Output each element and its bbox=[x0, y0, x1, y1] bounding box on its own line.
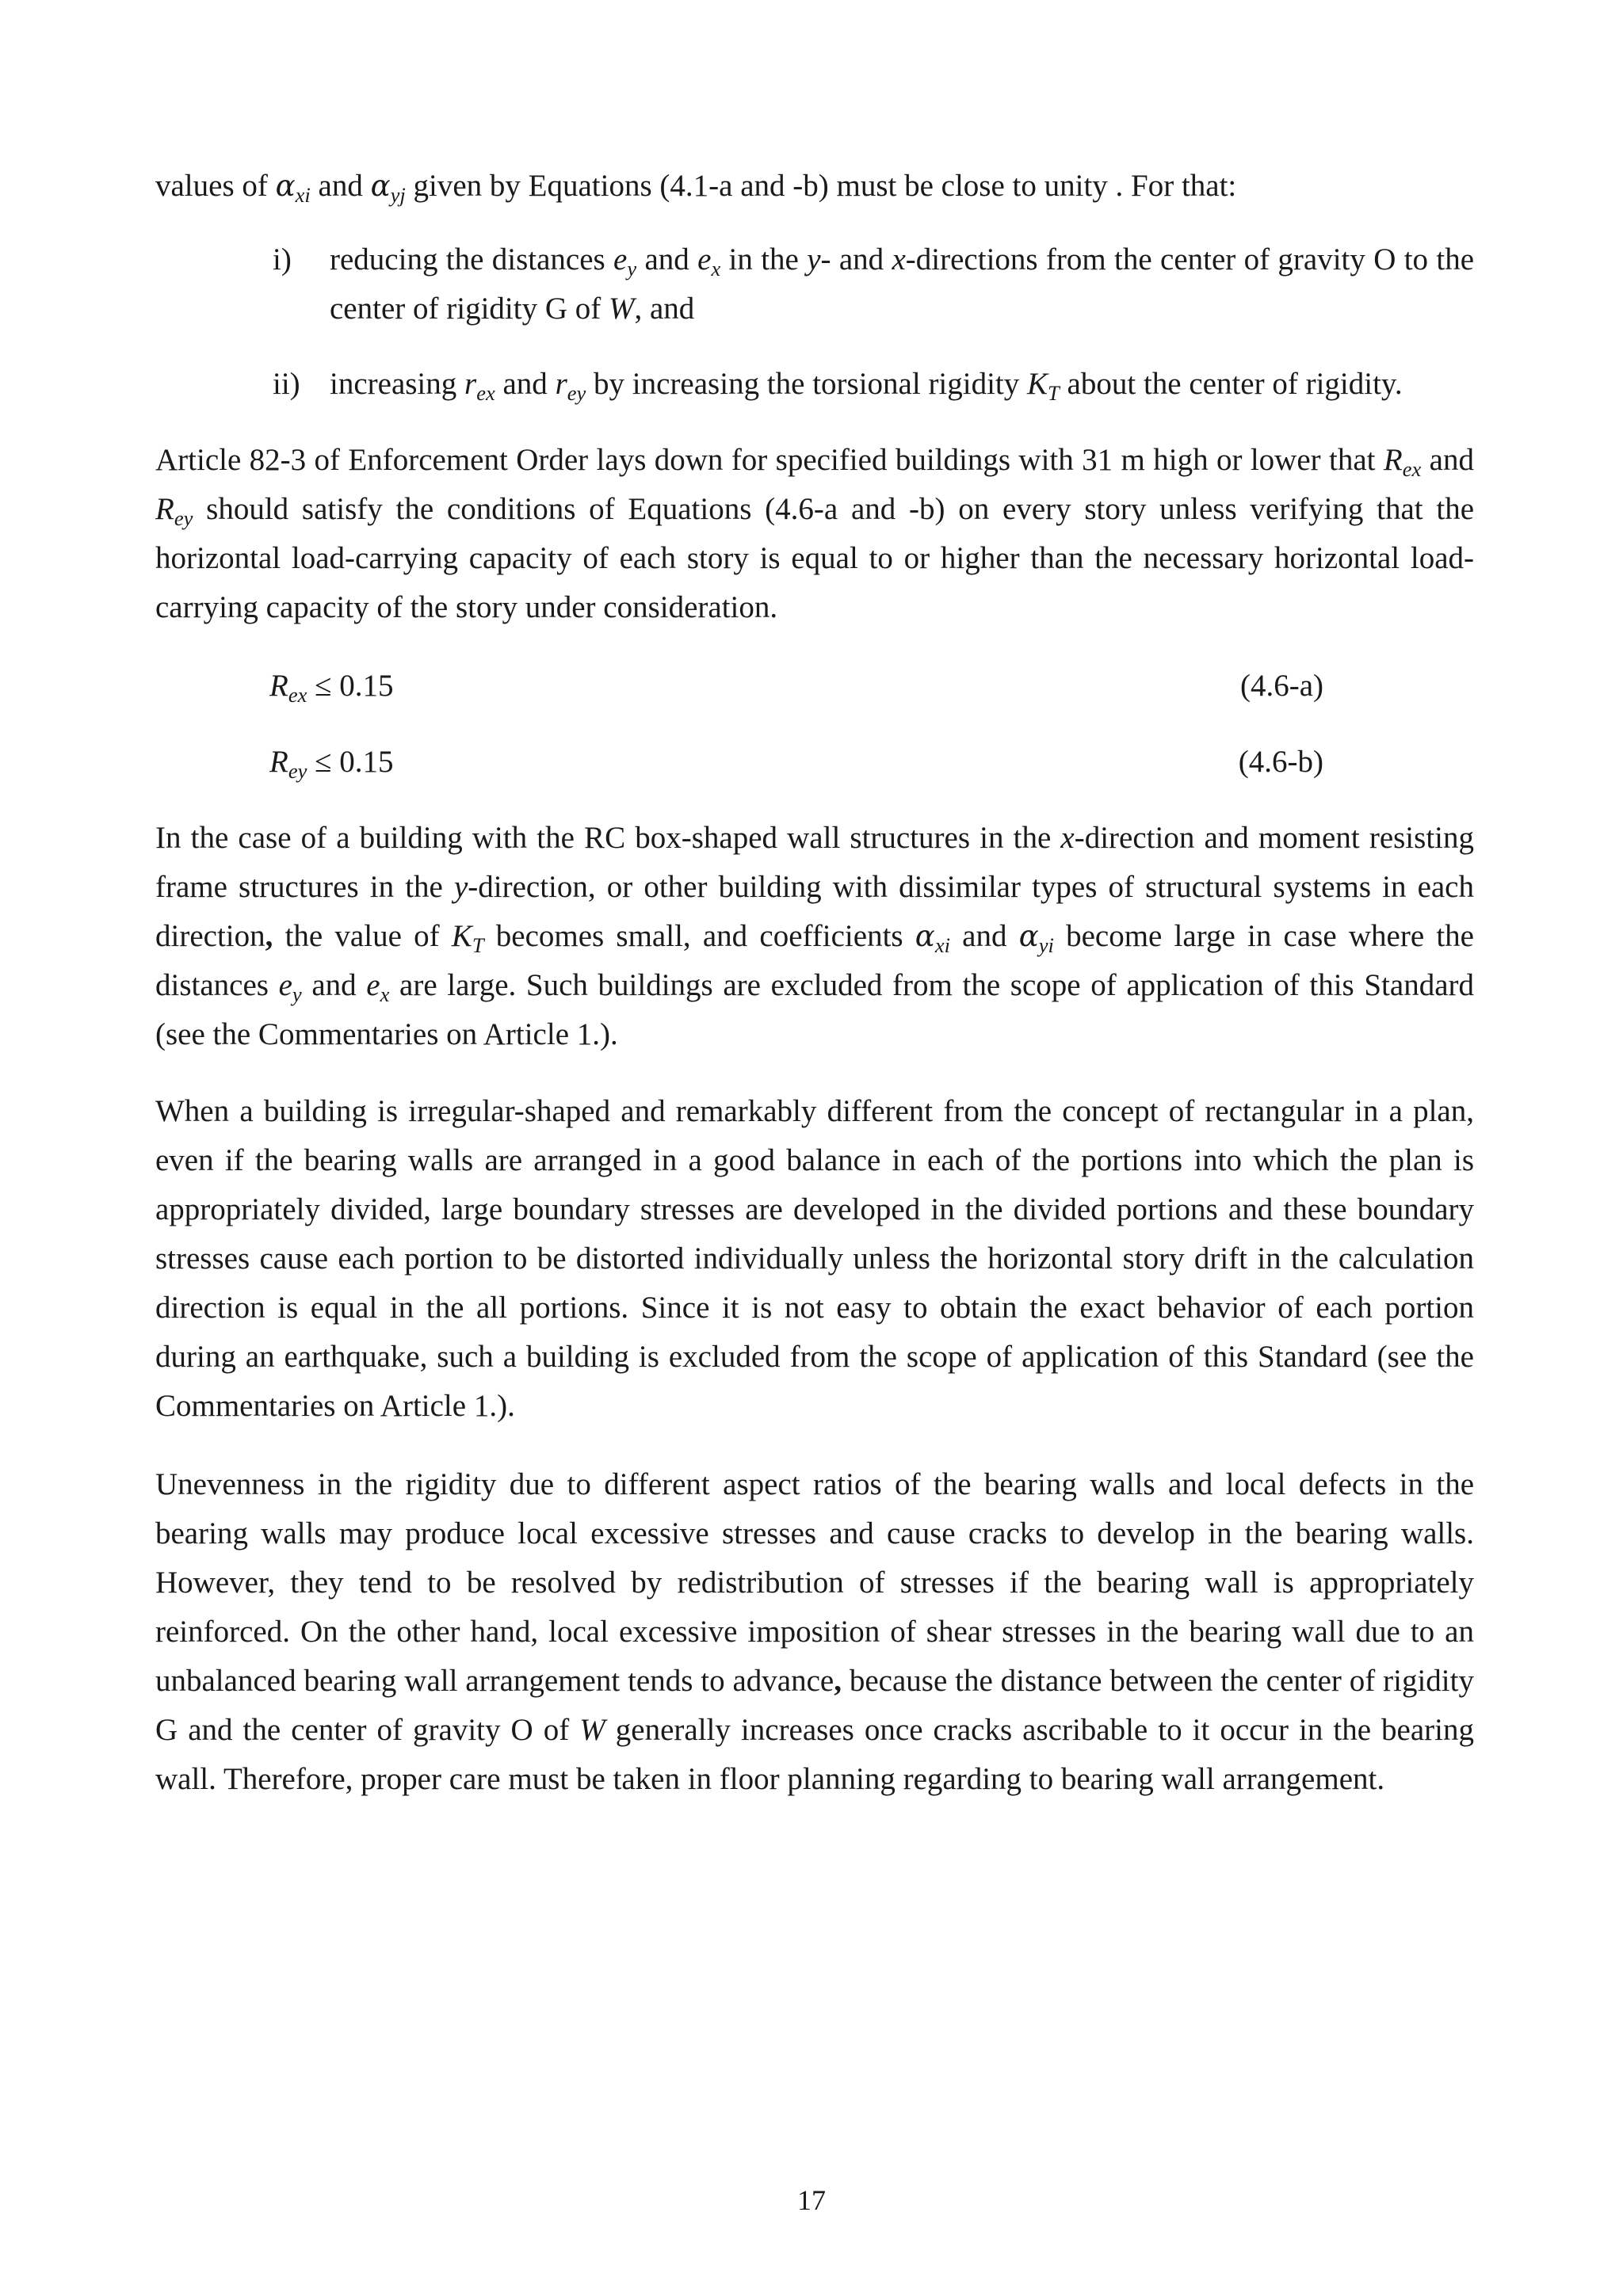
text-run: - and bbox=[820, 242, 892, 277]
subscript: ex bbox=[1402, 456, 1422, 481]
text-run: , bbox=[834, 1664, 842, 1698]
subscript: ey bbox=[567, 380, 586, 405]
text-run: and bbox=[310, 169, 371, 203]
equation-rhs: ≤ 0.15 bbox=[307, 745, 394, 779]
paragraph-dissimilar-systems bbox=[155, 814, 1474, 1059]
text-run: Article 82-3 of Enforcement Order lays down for specified buildings with 31 m high or lower that bbox=[155, 443, 1384, 477]
equation-4-6-a bbox=[269, 662, 1323, 711]
variable: e bbox=[278, 968, 292, 1002]
variable: y bbox=[453, 870, 468, 904]
equation-rhs: ≤ 0.15 bbox=[307, 669, 394, 703]
text-run: given by Equations (4.1-a and -b) must be close to unity . For that: bbox=[405, 169, 1237, 203]
alpha-symbol: α bbox=[1018, 919, 1039, 953]
variable: e bbox=[366, 968, 380, 1002]
variable: e bbox=[697, 242, 712, 277]
subscript: T bbox=[1048, 380, 1060, 405]
subscript: yi bbox=[1038, 933, 1054, 957]
list-number: ii) bbox=[273, 367, 300, 401]
subscript: y bbox=[627, 256, 637, 280]
variable: R bbox=[155, 492, 174, 526]
subscript: ey bbox=[288, 758, 307, 783]
alpha-symbol: α bbox=[370, 169, 391, 203]
subscript: ex bbox=[476, 380, 495, 405]
paragraph-article-82-3 bbox=[155, 436, 1474, 632]
text-run: , and bbox=[634, 292, 695, 326]
equation-4-6-b bbox=[269, 738, 1323, 787]
text-run: -direction, or other building with dissimilar types of structural systems in each direction bbox=[155, 870, 1474, 953]
alpha-symbol: α bbox=[915, 919, 935, 953]
variable: e bbox=[613, 242, 628, 277]
subscript: x bbox=[380, 982, 390, 1006]
variable: K bbox=[451, 919, 472, 953]
variable: x bbox=[892, 242, 906, 277]
text-run: should satisfy the conditions of Equations (4.6-a and -b) on every story unless verifying that the horizontal load-carrying capacity of each story is equal to or higher than the necessary horizontal load-carrying capacity of the story under consideration. bbox=[155, 492, 1474, 624]
variable: r bbox=[555, 367, 567, 401]
text-run: are large. Such buildings are excluded from the scope of application of this Standard (see the Commentaries on Article 1.). bbox=[155, 968, 1474, 1051]
text-run: because the distance between the center of rigidity G and the center of gravity O of bbox=[155, 1664, 1474, 1747]
text-run: increasing bbox=[330, 367, 465, 401]
page-number: 17 bbox=[797, 2184, 826, 2216]
text-run: and bbox=[495, 367, 556, 401]
text-run: -directions from the center of gravity O to the center of rigidity G of bbox=[330, 242, 1475, 326]
text-run: and bbox=[1421, 443, 1474, 477]
variable: W bbox=[608, 292, 635, 326]
text-run: values of bbox=[155, 169, 276, 203]
equation-number: (4.6-b) bbox=[1238, 745, 1323, 779]
subscript: ey bbox=[174, 505, 193, 530]
subscript: ex bbox=[288, 682, 307, 707]
paragraph-text: When a building is irregular-shaped and remarkably different from the concept of rectangular in a plan, even if the bearing walls are arranged in a good balance in each of the portions into which the plan is appropriately divided, large boundary stresses are developed in the divided portions and these boundary stresses cause each portion to be distorted individually unless the horizontal story drift in the calculation direction is equal in the all portions. Since it is not easy to obtain the exact behavior of each portion during an earthquake, such a building is excluded from the scope of application of this Standard (see the Commentaries on Article 1.). bbox=[155, 1094, 1474, 1423]
text-run: becomes small, and coefficients bbox=[483, 919, 915, 953]
variable: r bbox=[464, 367, 477, 401]
text-run: Unevenness in the rigidity due to different aspect ratios of the bearing walls and local defects in the bearing walls may produce local excessive stresses and cause cracks to develop in the bearing walls. However, they tend to be resolved by redistribution of stresses if the bearing wall is appropriately reinforced. On the other hand, local excessive imposition of shear stresses in the bearing wall due to an unbalanced bearing wall arrangement tends to advance bbox=[155, 1467, 1474, 1698]
list-number: i) bbox=[273, 242, 292, 277]
paragraph-unevenness bbox=[155, 1460, 1474, 1804]
paragraph-irregular-shaped bbox=[155, 1087, 1474, 1431]
variable: W bbox=[579, 1713, 605, 1747]
variable: R bbox=[1383, 443, 1403, 477]
alpha-symbol: α bbox=[275, 169, 296, 203]
text-run: become large in case where the distances bbox=[155, 919, 1474, 1002]
text-run: and bbox=[301, 968, 367, 1002]
variable: R bbox=[269, 745, 288, 779]
subscript: xi bbox=[934, 933, 950, 957]
text-run: and bbox=[636, 242, 698, 277]
subscript: T bbox=[472, 933, 484, 957]
text-run: In the case of a building with the RC box-shaped wall structures in the bbox=[155, 821, 1061, 855]
text-run: by increasing the torsional rigidity bbox=[586, 367, 1028, 401]
text-run: about the center of rigidity. bbox=[1059, 367, 1403, 401]
text-run: generally increases once cracks ascribable to it occur in the bearing wall. Therefore, proper care must be taken in floor planning regarding to bearing wall arrangement. bbox=[155, 1713, 1474, 1796]
text-run: , bbox=[265, 919, 273, 953]
subscript: yj bbox=[390, 182, 406, 207]
text-run: the value of bbox=[273, 919, 452, 953]
variable: R bbox=[269, 669, 288, 703]
paragraph-intro bbox=[155, 162, 1474, 211]
variable: K bbox=[1027, 367, 1048, 401]
subscript: x bbox=[711, 256, 721, 280]
text-run: in the bbox=[720, 242, 808, 277]
text-run: reducing the distances bbox=[330, 242, 614, 277]
text-run: and bbox=[949, 919, 1019, 953]
equation-number: (4.6-a) bbox=[1239, 669, 1323, 703]
text-run: -direction and moment resisting frame structures in the bbox=[155, 821, 1474, 904]
subscript: xi bbox=[295, 182, 311, 207]
variable: y bbox=[807, 242, 821, 277]
subscript: y bbox=[292, 982, 302, 1006]
variable: x bbox=[1060, 821, 1075, 855]
